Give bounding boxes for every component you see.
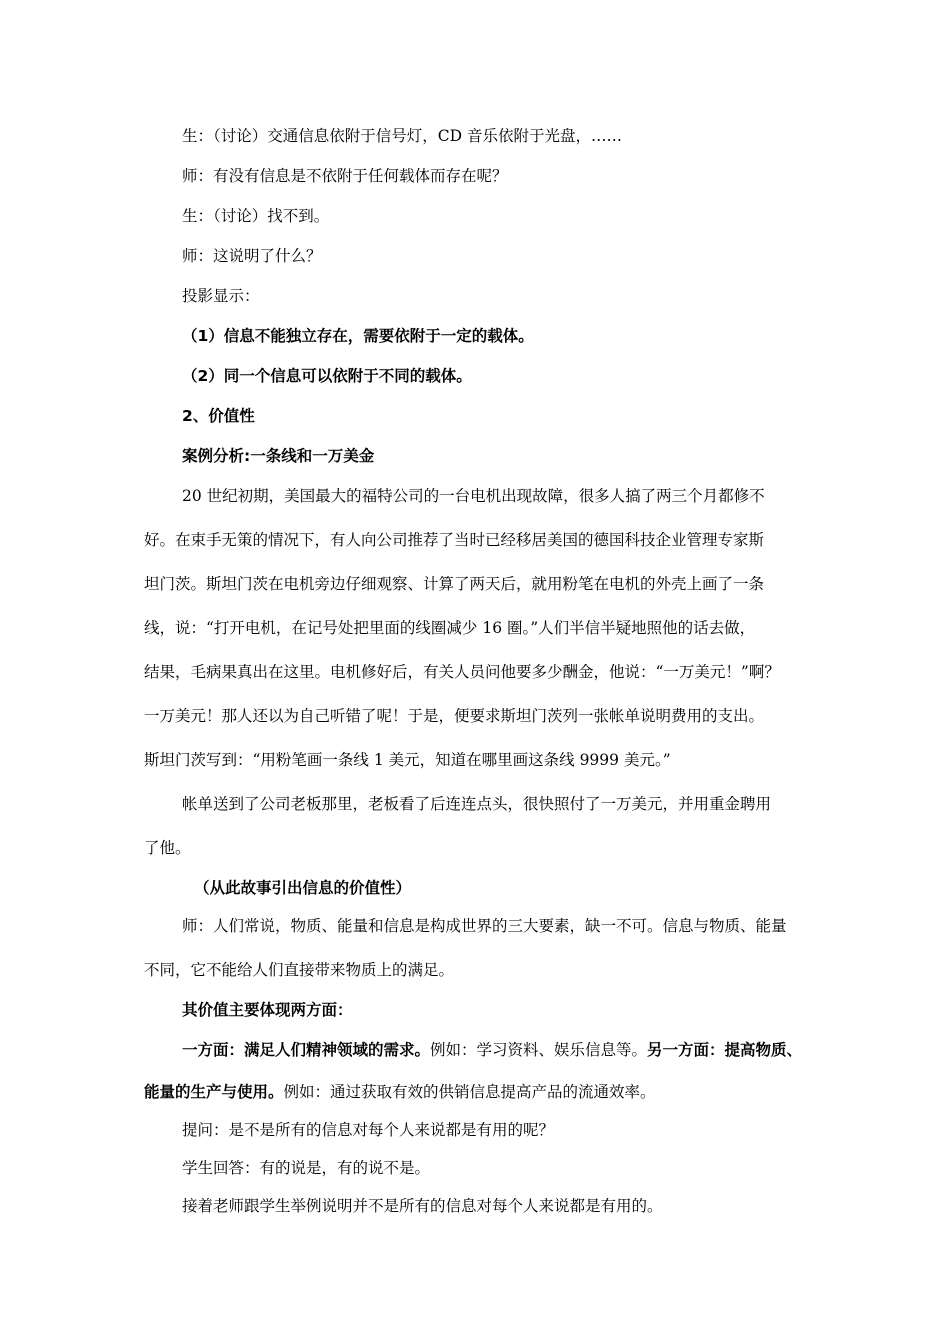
- story-line: 结果，毛病果真出在这里。电机修好后，有关人员问他要多少酬金，他说：“一万美元！”啊？: [144, 663, 780, 681]
- value-aspects-heading: 其价值主要体现两方面：: [182, 1001, 353, 1019]
- story-line: 20 世纪初期，美国最大的福特公司的一台电机出现故障，很多人搞了两三个月都修不: [182, 487, 765, 505]
- case-analysis-heading: 案例分析:一条线和一万美金: [182, 447, 375, 465]
- aspect-two-example: 例如：通过获取有效的供销信息提高产品的流通效率。: [283, 1083, 656, 1101]
- aspect-two-text: 另一方面：提高物质、: [647, 1041, 803, 1059]
- dialog-line-teacher-2: 师：这说明了什么？: [182, 247, 322, 265]
- teacher-paragraph-line: 不同，它不能给人们直接带来物质上的满足。: [144, 961, 455, 979]
- teacher-paragraph-line: 师：人们常说，物质、能量和信息是构成世界的三大要素，缺一不可。信息与物质、能量: [182, 917, 787, 935]
- dialog-line-teacher-1: 师：有没有信息是不依附于任何载体而存在呢？: [182, 167, 508, 185]
- dialog-line-student-1: 生：（讨论）交通信息依附于信号灯，CD 音乐依附于光盘，……: [182, 127, 622, 145]
- student-answer-line: 学生回答：有的说是，有的说不是。: [182, 1159, 431, 1177]
- story-line: 线，说：“打开电机，在记号处把里面的线圈减少 16 圈。”人们半信半疑地照他的话去做，: [144, 619, 756, 637]
- projection-label: 投影显示：: [182, 287, 260, 305]
- story-line: 坦门茨。斯坦门茨在电机旁边仔细观察、计算了两天后，就用粉笔在电机的外壳上画了一条: [144, 575, 765, 593]
- story-conclusion-note: （从此故事引出信息的价值性）: [194, 879, 412, 897]
- section-heading-value: 2、价值性: [182, 407, 255, 425]
- projection-point-2: （2）同一个信息可以依附于不同的载体。: [182, 367, 472, 385]
- dialog-line-student-2: 生：（讨论）找不到。: [182, 207, 330, 225]
- story-line: 一万美元！那人还以为自己听错了呢！于是，便要求斯坦门茨列一张帐单说明费用的支出。: [144, 707, 765, 725]
- story-line: 斯坦门茨写到：“用粉笔画一条线 1 美元，知道在哪里画这条线 9999 美元。”: [144, 751, 671, 769]
- closing-line: 接着老师跟学生举例说明并不是所有的信息对每个人来说都是有用的。: [182, 1197, 663, 1215]
- aspect-two-text-cont: 能量的生产与使用。: [144, 1083, 284, 1101]
- bill-paragraph-line: 了他。: [144, 839, 191, 857]
- value-aspects-line-2: [144, 1082, 656, 1102]
- aspect-one-text: 一方面：满足人们精神领域的需求。: [182, 1041, 431, 1059]
- bill-paragraph-line: 帐单送到了公司老板那里，老板看了后连连点头，很快照付了一万美元，并用重金聘用: [182, 795, 772, 813]
- aspect-one-example: 例如：学习资料、娱乐信息等。: [430, 1041, 648, 1059]
- value-aspects-line-1: [182, 1040, 802, 1060]
- story-line: 好。在束手无策的情况下，有人向公司推荐了当时已经移居美国的德国科技企业管理专家斯: [144, 531, 765, 549]
- projection-point-1: （1）信息不能独立存在，需要依附于一定的载体。: [182, 327, 534, 345]
- question-line: 提问：是不是所有的信息对每个人来说都是有用的呢？: [182, 1121, 555, 1139]
